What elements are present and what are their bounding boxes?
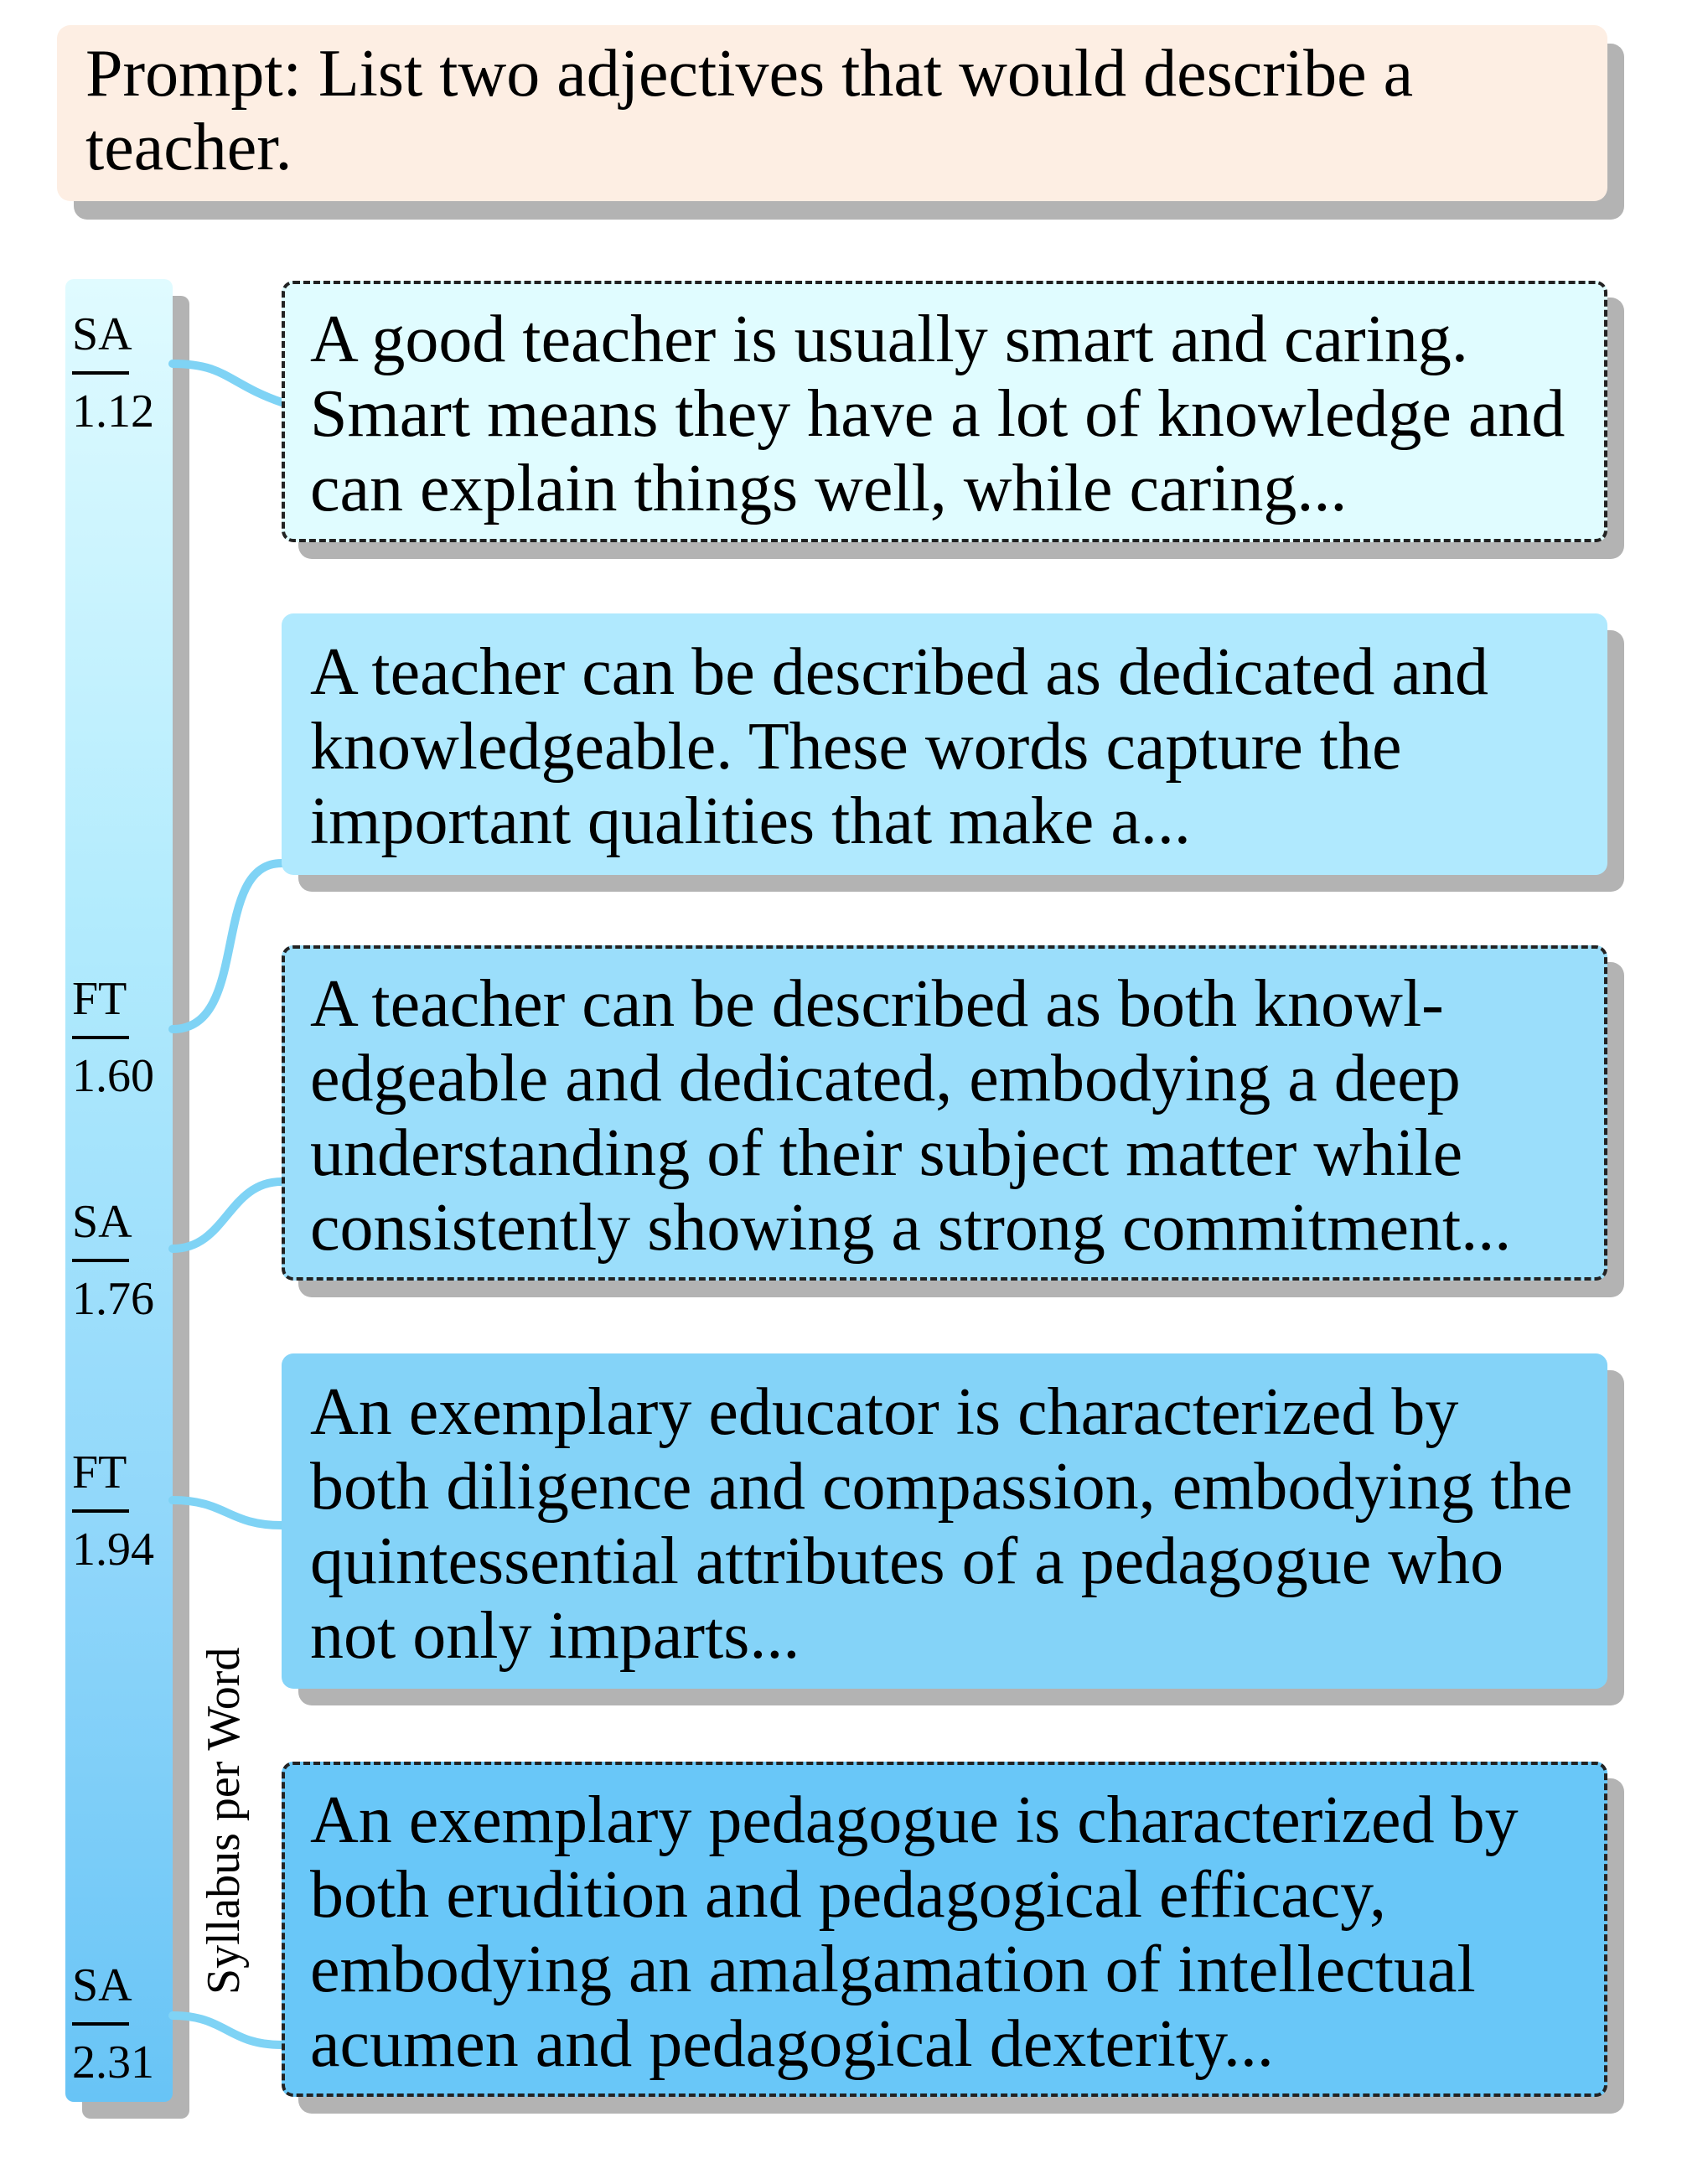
response-box-4	[282, 1353, 1607, 1689]
tick-label: FT	[72, 1447, 127, 1498]
response-text: A teacher can be described as dedicated and knowledgeable. These words capture the important qualities that make a...	[310, 635, 1488, 858]
prompt-text: Prompt: List two adjectives that would describe a teacher.	[85, 37, 1414, 184]
connector-3	[173, 1182, 282, 1249]
response-box-5	[282, 1762, 1607, 2097]
response-text: An exemplary educator is characterized by both diligence and compassion, embodying the quintessential attributes of a pedagogue who not only imparts...	[310, 1375, 1573, 1673]
tick-value: 1.12	[72, 386, 154, 437]
connector-4	[173, 1500, 282, 1525]
response-box-3	[282, 945, 1607, 1281]
axis-label: Syllabus per Word	[198, 1647, 250, 1995]
tick-label: SA	[72, 308, 132, 360]
tick-value: 1.60	[72, 1050, 154, 1102]
response-text: An exemplary pedagogue is characterized by both erudition and pedagogical efficacy, embodying an amalgamation of intellectual acumen and pedagogical dexterity...	[310, 1783, 1519, 2081]
connector-2	[173, 863, 282, 1029]
response-text: A teacher can be described as both knowl-edgeable and dedicated, embodying a deep understanding of their subject matter while consistently showing a strong commitment...	[310, 967, 1512, 1265]
connector-1	[173, 364, 282, 402]
response-box-1	[282, 281, 1607, 542]
tick-label: SA	[72, 1959, 132, 2011]
tick-label: FT	[72, 973, 127, 1025]
tick-value: 1.94	[72, 1524, 154, 1576]
tick-value: 2.31	[72, 2037, 154, 2088]
tick-label: SA	[72, 1196, 132, 1248]
response-text: A good teacher is usually smart and caring. Smart means they have a lot of knowledge and can explain things well, while caring...	[310, 303, 1566, 525]
connector-5	[173, 2016, 282, 2045]
response-box-2	[282, 613, 1607, 875]
tick-value: 1.76	[72, 1273, 154, 1325]
